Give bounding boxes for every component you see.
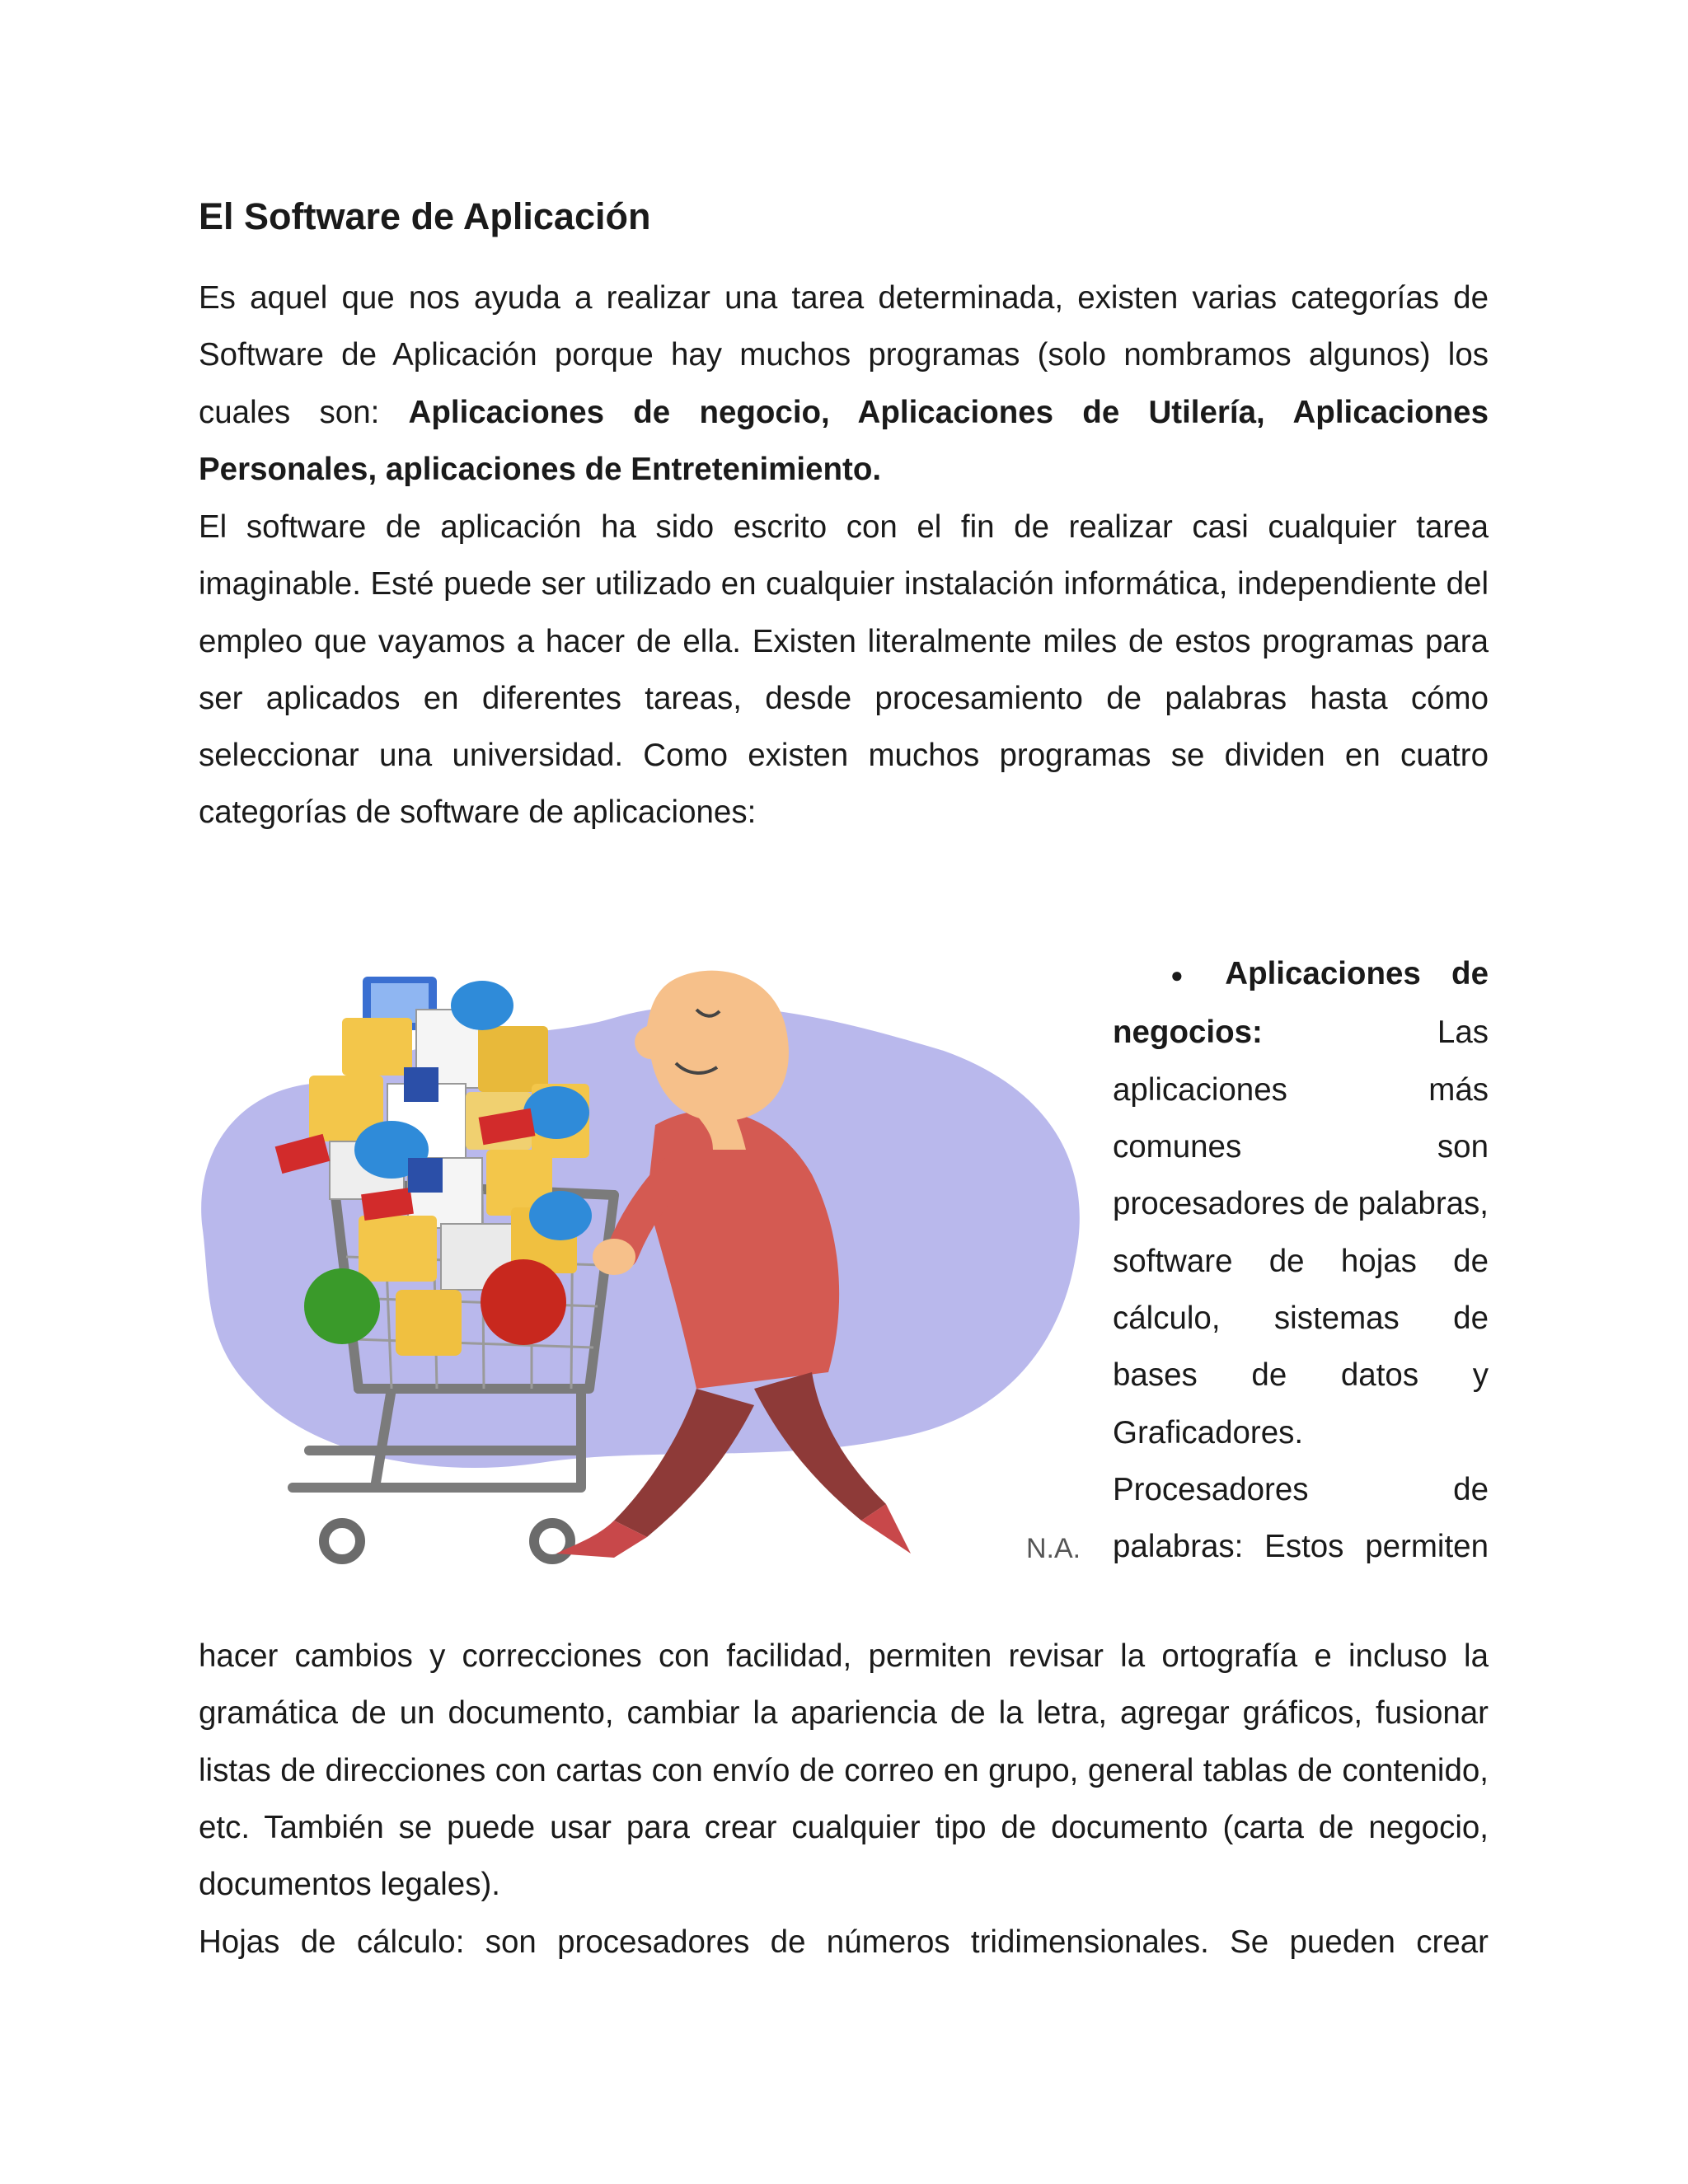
business-apps-item (1113, 945, 1489, 1575)
shopping-cart-illustration (185, 927, 1100, 1586)
intro-text: Es aquel que nos ayuda a realizar una tarea determinada, existen varias categorías de Software de Aplicación porque hay muchos programas (solo nombramos algunos) los cuales son: (199, 280, 1489, 430)
page-title: El Software de Aplicación (199, 195, 651, 237)
intro-categories: Aplicaciones de negocio, Aplicaciones de Utilería, Aplicaciones Personales, aplicaciones de Entretenimiento. (199, 394, 1489, 487)
description-paragraph: El software de aplicación ha sido escrito con el fin de realizar casi cualquier tarea imaginable. Esté puede ser utilizado en cualquier instalación informática, independiente del empleo que vayamos a hacer de ella. Existen literalmente miles de estos programas para ser aplicados en diferentes tareas, desde procesamiento de palabras hasta cómo seleccionar una universidad. Como existen muchos programas se dividen en cuatro categorías de software de aplicaciones: (199, 509, 1489, 831)
word-processors-text: hacer cambios y correcciones con facilidad, permiten revisar la ortografía e incluso la gramática de un documento, cambiar la apariencia de la letra, agregar gráficos, fusionar listas de direcciones con cartas con envío de correo en grupo, general tablas de contenido, etc. También se puede usar para crear cualquier tipo de documento (carta de negocio, documentos legales). (199, 1638, 1489, 1903)
word-processors-lead: Procesadores de palabras: Estos permiten (1113, 1471, 1489, 1565)
spreadsheets-paragraph: Hojas de cálculo: son procesadores de números tridimensionales. Se pueden crear (199, 1924, 1489, 1960)
business-apps-text: Las aplicaciones más comunes son procesadores de palabras, software de hojas de cálculo, sistemas de bases de datos y Graficadores. (1113, 1015, 1489, 1451)
business-apps-heading: Aplicaciones de negocios: (1113, 956, 1489, 1051)
artist-signature: N.A. (1026, 1533, 1081, 1564)
word-processors-paragraph (199, 1628, 1489, 1913)
intro-paragraph (199, 269, 1489, 498)
bullet-marker: ● (1170, 963, 1206, 988)
